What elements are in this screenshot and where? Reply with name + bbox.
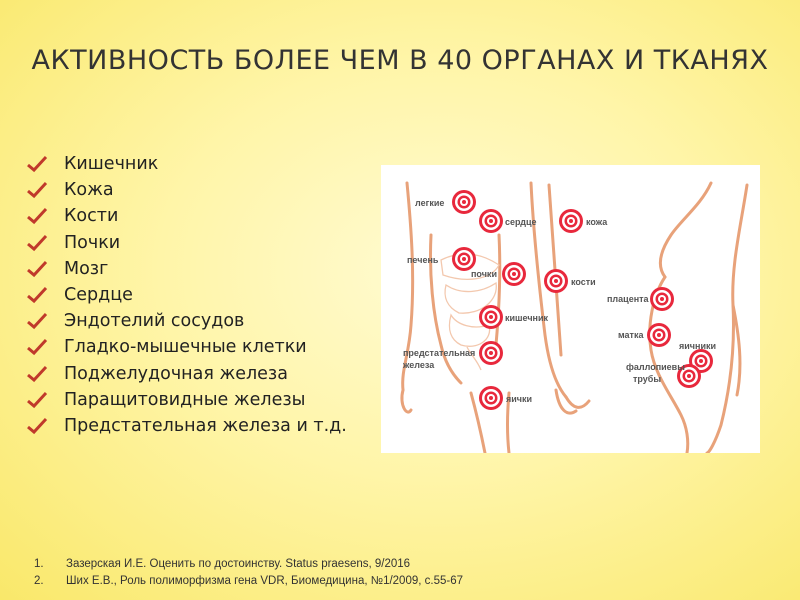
checkmark-icon [26,417,48,435]
references-list [34,558,463,592]
target-lungs [452,190,476,214]
reference-item [34,558,463,575]
checkmark-icon [26,365,48,383]
reference-number: 2. [34,575,44,587]
label-tubes-2: трубы [633,374,662,384]
label-lungs: легкие [415,198,445,208]
list-item [26,387,347,413]
label-prostate-1: предстательная [403,348,476,358]
list-item [26,230,347,256]
target-skin [559,209,583,233]
label-ovaries: яичники [679,341,717,351]
list-item [26,361,347,387]
label-liver: печень [407,255,439,265]
slide-title: АКТИВНОСТЬ БОЛЕЕ ЧЕМ В 40 ОРГАНАХ И ТКАНЯХ [31,45,769,77]
body-illustration [381,165,760,453]
label-intestine: кишечник [505,313,549,323]
label-heart: сердце [505,217,537,227]
target-placenta [650,287,674,311]
reference-item [34,575,463,592]
target-prostate [479,341,503,365]
organ-list [26,151,347,439]
label-prostate-2: железа [403,360,435,370]
list-item [26,256,347,282]
label-testes: яички [506,394,533,404]
target-heart [479,209,503,233]
checkmark-icon [26,286,48,304]
list-item-label: Эндотелий сосудов [64,311,245,332]
list-item-label: Кости [64,206,119,227]
list-item [26,334,347,360]
checkmark-icon [26,260,48,278]
checkmark-icon [26,312,48,330]
target-uterus [647,323,671,347]
list-item-label: Кожа [64,180,114,201]
checkmark-icon [26,391,48,409]
label-tubes-1: фаллопиевы [626,362,685,372]
list-item [26,177,347,203]
checkmark-icon [26,338,48,356]
list-item-label: Предстательная железа и т.д. [64,415,347,436]
reference-text: Зазерская И.Е. Оценить по достоинству. Status praesens, 9/2016 [66,558,411,570]
label-bones: кости [571,277,596,287]
list-item [26,282,347,308]
list-item [26,308,347,334]
list-item-label: Кишечник [64,154,159,175]
list-item-label: Поджелудочная железа [64,363,288,384]
list-item [26,413,347,439]
label-skin: кожа [586,217,608,227]
target-liver [452,247,476,271]
list-item-label: Сердце [64,285,133,306]
list-item-label: Мозг [64,258,109,279]
target-testes [479,386,503,410]
label-uterus: матка [618,330,644,340]
target-kidneys [502,262,526,286]
list-item-label: Гладко-мышечные клетки [64,337,307,358]
target-intestine [479,305,503,329]
checkmark-icon [26,181,48,199]
reference-text: Ших Е.В., Роль полиморфизма гена VDR, Биомедицина, №1/2009, с.55-67 [66,575,463,587]
checkmark-icon [26,234,48,252]
female-body-outline [650,183,747,453]
list-item-label: Почки [64,232,121,253]
checkmark-icon [26,155,48,173]
reference-number: 1. [34,558,44,570]
checkmark-icon [26,207,48,225]
list-item [26,151,347,177]
body-diagram [381,165,760,453]
list-item [26,203,347,229]
label-kidneys: почки [471,269,497,279]
target-bones [544,269,568,293]
label-placenta: плацента [607,294,649,304]
list-item-label: Паращитовидные железы [64,389,306,410]
